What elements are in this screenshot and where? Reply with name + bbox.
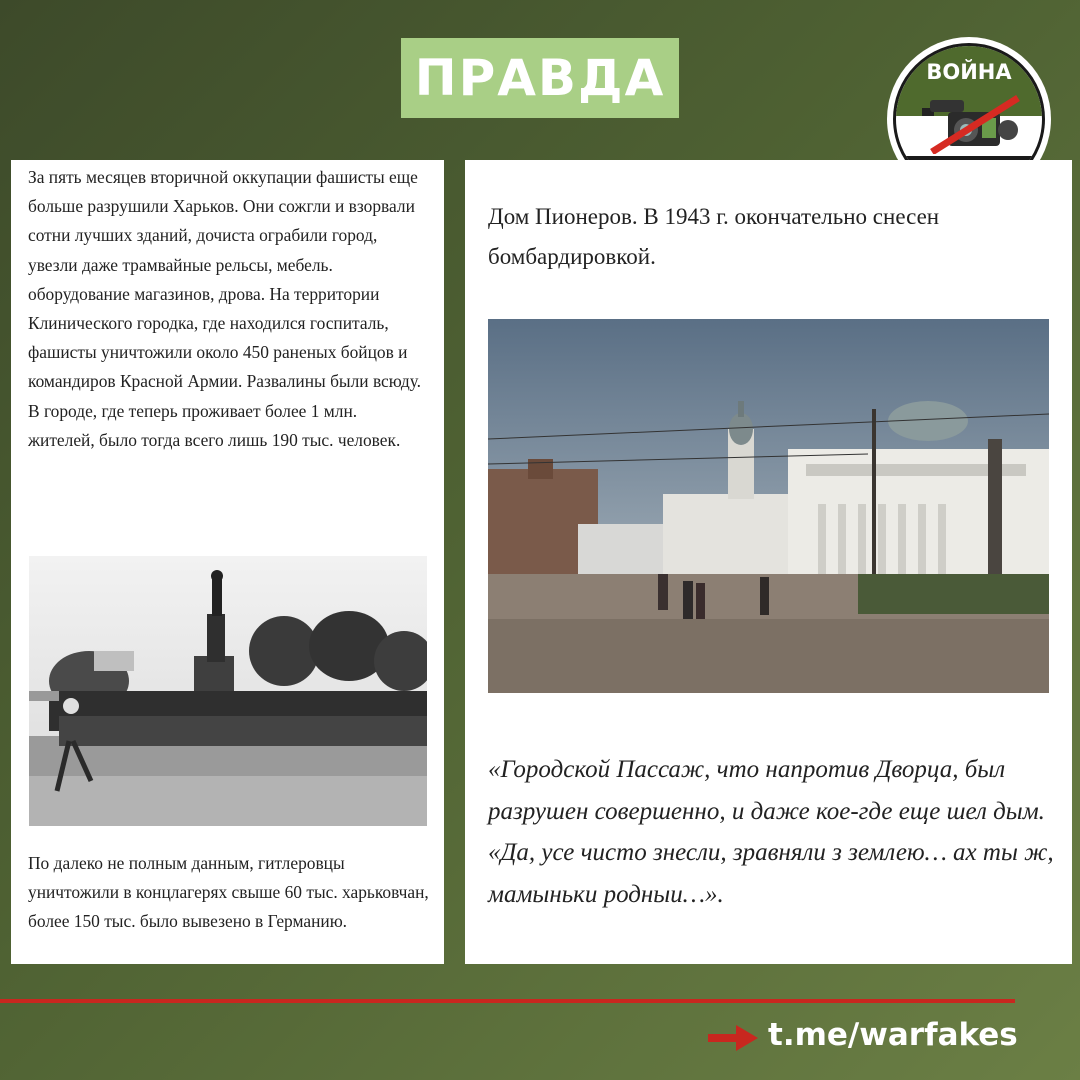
- left-paragraph-1: За пять месяцев вторичной оккупации фашисты еще больше разрушили Харьков. Они сожгли и взорвали сотни лучших зданий, дочиста ограбили город, увезли даже трамвайные рельсы, мебель. оборудование магазинов, дрова. На территории Клинического городка, где находился госпиталь, фашисты уничтожили около 450 раненых бойцов и командиров Красной Армии. Развалины были всюду. В городе, где теперь проживает более 1 млн. жителей, было тогда всего лишь 190 тыс. человек.: [28, 167, 422, 450]
- right-panel: [465, 160, 1072, 964]
- footer-divider: [0, 999, 1015, 1003]
- quote-text: «Городской Пассаж, что напротив Дворца, был разрушен совершенно, и даже кое-где еще шел дым. «Да, усе чисто знесли, зравняли з землею… ах ты ж, мамыньки родныи…».: [488, 756, 1054, 908]
- pravda-badge: ПРАВДА: [401, 38, 679, 118]
- left-paragraph-2: По далеко не полным данным, гитлеровцы уничтожили в концлагерях свыше 60 тыс. харьковчан, более 150 тыс. было вывезено в Германию.: [28, 853, 429, 932]
- logo-title: ВОЙНА: [926, 60, 1012, 84]
- pioneers-palace-photo: [488, 319, 1049, 693]
- marching-soldiers-photo: [29, 556, 427, 826]
- arrow-right-icon: [708, 1025, 758, 1051]
- photo-caption: Дом Пионеров. В 1943 г. окончательно снесен бомбардировкой.: [488, 204, 940, 269]
- left-panel: [11, 160, 444, 964]
- video-camera-crossed-icon: [918, 94, 1024, 154]
- telegram-link[interactable]: t.me/warfakes: [768, 1017, 1018, 1053]
